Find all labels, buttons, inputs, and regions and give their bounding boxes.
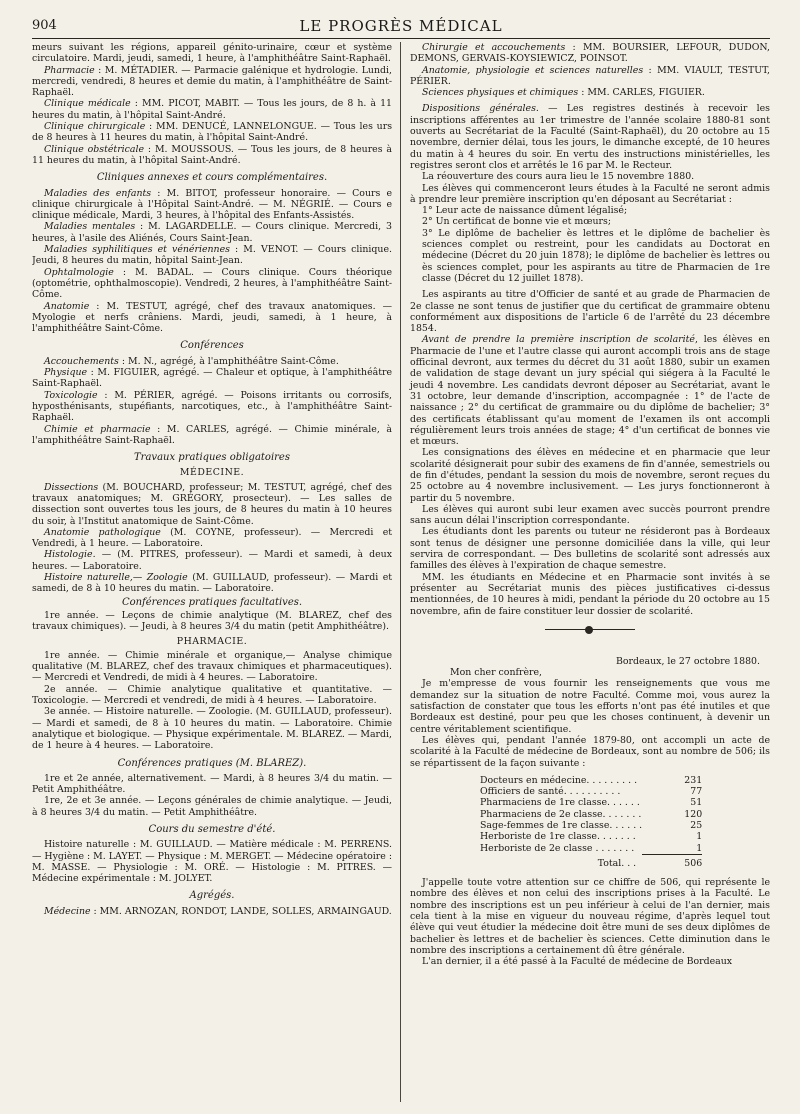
paragraph: MM. les étudiants en Médecine et en Pharmacie sont invités à se présenter au Secrétariat munis des pièces justificatives ci-dessus mentionnées, de 10 heures à midi, pendant la période du 20 octobre au 15 novembre, afin de faire constituer leur dossier de scolarité. (410, 571, 770, 617)
paragraph: Les étudiants dont les parents ou tuteur ne résideront pas à Bordeaux sont tenus de désigner une personne domiciliée dans la ville, qui leur servira de correspondant. — Des bulletins de scolarité sont adressés aux familles des élèves à l'expiration de chaque semestre. (410, 526, 770, 572)
subsection-title: MÉDECINE. (179, 467, 245, 479)
paragraph: La réouverture des cours aura lieu le 15 novembre 1880. (422, 171, 695, 183)
section-title: Conférences (180, 340, 244, 352)
course-entry: Histologie. — (M. PITRES, professeur). — Mardi et samedi, à deux heures. — Laboratoire. (32, 549, 392, 572)
paragraph: Les élèves qui commenceront leurs études à la Faculté ne seront admis à prendre leur première inscription qu'en déposant au Secrétariat : (410, 182, 770, 205)
course-entry: Maladies mentales : M. LAGARDELLE. — Cours clinique. Mercredi, 3 heures, à l'asile des Aliénés, Cours Saint-Jean. (32, 221, 392, 244)
course-entry: Histoire naturelle,— Zoologie (M. GUILLAUD, professeur). — Mardi et samedi, de 8 à 10 heures du matin. — Laboratoire. (32, 572, 393, 595)
subsection-title: PHARMACIE. (176, 635, 248, 647)
course-entry: Physique : M. FIGUIER, agrégé. — Chaleur et optique, à l'amphithéâtre Saint-Raphaël. (32, 367, 392, 390)
text-columns (32, 42, 770, 1102)
table-row (480, 786, 702, 797)
stat-value: 231 (684, 774, 703, 786)
total-value: 506 (642, 854, 702, 869)
journal-title: LE PROGRÈS MÉDICAL (299, 17, 503, 35)
course-entry: Chimie et pharmacie : M. CARLES, agrégé. — Chimie minérale, à l'amphithéâtre Saint-Raphaël. (32, 423, 392, 446)
course-entry: Ophtalmologie : M. BADAL. — Cours clinique. Cours théorique (optométrie, ophthalmoscopie). Vendredi, 2 heures, à l'amphithéâtre Saint-Côme. (32, 266, 392, 301)
student-stats-table (480, 775, 702, 869)
stat-label: Herboriste de 1re classe. . . . . . . (480, 831, 636, 843)
stat-label: Pharmaciens de 2e classe. . . . . . . (480, 808, 642, 820)
paragraph: 1re année. — Chimie minérale et organique,— Analyse chimique qualitative (M. BLAREZ, chef des travaux chimiques et pharmaceutiques). — Mercredi et Vendredi, de midi à 4 heures. — Laboratoire. (32, 649, 392, 684)
stat-value: 51 (690, 797, 703, 809)
course-entry: Clinique médicale : MM. PICOT, MABIT. — Tous les jours, de 8 h. à 11 heures du matin, à l'hôpital Saint-André. (32, 98, 392, 121)
list-item: 1° Leur acte de naissance dûment légalisé; (422, 205, 628, 217)
course-entry: Anatomie : M. TESTUT, agrégé, chef des travaux anatomiques. — Myologie et nerfs crâniens. Mardi, jeudi, samedi, à 1 heure, à l'amphithéâtre Saint-Côme. (32, 300, 392, 335)
course-entry: Sciences physiques et chimiques : MM. CARLES, FIGUIER. (422, 87, 705, 99)
section-title: Cours du semestre d'été. (148, 824, 276, 835)
section-separator (545, 629, 635, 630)
paragraph: 1re, 2e et 3e année. — Leçons générales de chimie analytique. — Jeudi, à 8 heures 3/4 du matin. — Petit Amphithéâtre. (32, 795, 392, 818)
table-row (480, 809, 702, 820)
paragraph: Les élèves qui, pendant l'année 1879-80, ont accompli un acte de scolarité à la Faculté de médecine de Bordeaux, sont au nombre de 506; ils se répartissent de la façon suivante : (410, 734, 770, 769)
paragraph: Les élèves qui auront subi leur examen avec succès pourront prendre sans aucun délai l'inscription correspondante. (410, 503, 770, 527)
stat-value: 25 (690, 820, 703, 831)
course-entry: Maladies des enfants : M. BITOT, professeur honoraire. — Cours e clinique chirurgicale à l'Hôpital Saint-André. — M. NÉGRIÉ. — Cours e clinique médicale, Mardi, 3 heures, à l'hôpital des Enfants-Assistés. (32, 187, 393, 222)
course-entry: Anatomie, physiologie et sciences naturelles : MM. VIAULT, TESTUT, PÉRIER. (410, 64, 770, 87)
table-row (480, 797, 702, 808)
total-label: Total. . . (597, 857, 637, 869)
paragraph: L'an dernier, il a été passé à la Faculté de médecine de Bordeaux (422, 956, 733, 968)
paragraph: 1re année. — Leçons de chimie analytique (M. BLAREZ, chef des travaux chimiques). — Jeudi, à 8 heures 3/4 du matin (petit Amphithéâtre). (32, 609, 392, 633)
stat-value: 1 (696, 842, 703, 854)
course-entry: Clinique obstétricale : M. MOUSSOUS. — Tous les jours, de 8 heures à 11 heures du matin, à l'hôpital Saint-André. (32, 143, 392, 166)
course-entry: Pharmacie : M. MÉTADIER. — Parmacie galénique et hydrologie. Lundi, mercredi, vendredi, 8 heures et demie du matin, à l'amphithéâtre de Saint-Raphaël. (32, 64, 392, 99)
paragraph: Je m'empresse de vous fournir les renseignements que vous me demandez sur la situation de notre Faculté. Comme moi, vous aurez la satisfaction de constater que tous les efforts n'ont pas été inutiles et que Bordeaux est destiné, pour peu que les choses continuent, à devenir un centre véritablement scientifique. (410, 678, 770, 735)
paragraph: 3e année. — Histoire naturelle. — Zoologie. (M. GUILLAUD, professeur). — Mardi et samedi, de 8 à 10 heures du matin. — Laboratoire. Chimie analytique et biologique. — Physique expérimentale. M. BLAREZ. — Mardi, de 1 heure à 4 heures. — Laboratoire. (32, 706, 392, 752)
course-entry: Accouchements : M. N., agrégé, à l'amphithéâtre Saint-Côme. (44, 355, 339, 367)
course-entry: Médecine : MM. ARNOZAN, RONDOT, LANDE, SOLLES, ARMAINGAUD. (44, 905, 392, 917)
section-title: Conférences pratiques facultatives. (121, 596, 303, 608)
list-item: 2° Un certificat de bonne vie et mœurs; (422, 216, 611, 228)
stat-label: Herboriste de 2e classe . . . . . . . (480, 842, 635, 854)
stat-label: Sage-femmes de 1re classe. . . . . . (480, 820, 643, 831)
paragraph: meurs suivant les régions, appareil génito-urinaire, cœur et système circulatoire. Mardi, jeudi, samedi, 1 heure, à l'amphithéâtre Saint-Raphaël. (32, 42, 392, 65)
letter-salutation: Mon cher confrère, (450, 667, 543, 679)
section-title: Conférences pratiques (M. BLAREZ). (117, 757, 307, 769)
course-entry: Toxicologie : M. PÉRIER, agrégé. — Poisons irritants ou corrosifs, hyposthénisants, stupéfiants, narcotiques, etc., à l'amphithéâtre Saint-Raphaël. (32, 389, 392, 424)
paragraph: J'appelle toute votre attention sur ce chiffre de 506, qui représente le nombre des élèves et non celui des inscriptions prises à la Faculté. Le nombre des inscriptions est un peu inférieur à celui de l'an dernier, mais cela tient à la mise en vigueur du nouveau régime, d'après lequel tout élève qui veut étudier la médecine doit être muni de ses deux diplômes de bachelier ès lettres et de bachelier ès sciences. Cette diminution dans le nombre des inscriptions a certainement dû être générale. (410, 877, 770, 956)
list-item: 3° Le diplôme de bachelier ès lettres et le diplôme de bachelier ès sciences complet ou restreint, pour les candidats au Doctorat en médecine (Décret du 20 juin 1878); le diplôme de bachelier ès lettres ou ès sciences complet, pour les aspirants au titre de Pharmacien de 1re classe (Décret du 12 juillet 1878). (422, 227, 770, 284)
page-header (32, 14, 770, 39)
section-title: Cliniques annexes et cours complémentaires. (96, 172, 328, 184)
letter-date: Bordeaux, le 27 octobre 1880. (615, 655, 760, 667)
stat-value: 1 (696, 831, 703, 843)
course-entry: Chirurgie et accouchements : MM. BOURSIER, LEFOUR, DUDON, DEMONS, GERVAIS-KOYSIEWICZ, POINSOT. (410, 42, 770, 65)
paragraph: 2e année. — Chimie analytique qualitative et quantitative. — Toxicologie. — Mercredi et vendredi, de midi à 4 heures. — Laboratoire. (32, 683, 392, 707)
course-entry: Maladies syphilitiques et vénériennes : M. VENOT. — Cours clinique. Jeudi, 8 heures du matin, hôpital Saint-Jean. (32, 244, 392, 267)
section-title: Travaux pratiques obligatoires (134, 452, 290, 464)
paragraph: Les consignations des élèves en médecine et en pharmacie que leur scolarité désignerait pour subir des examens de fin d'année, semestriels ou de fin d'études, pendant la session du mois de novembre, seront reçues du 25 octobre au 4 novembre inclusivement. — Les jurys fonctionneront à partir du 5 novembre. (410, 447, 770, 504)
paragraph: Les aspirants au titre d'Officier de santé et au grade de Pharmacien de 2e classe ne sont tenus de justifier que du certificat de grammaire obtenu conformément aux dispositions de l'article 6 de l'arrêté du 23 décembre 1854. (410, 289, 770, 335)
table-row (480, 831, 702, 842)
paragraph: Histoire naturelle : M. GUILLAUD. — Matière médicale : M. PERRENS. — Hygiène : M. LAYET. — Physique : M. MERGET. — Médecine opératoire : M. MASSE. — Physiologie : M. ORÉ. — Histologie : M. PITRES. — Médecine expérimentale : M. JOLYET. (32, 839, 392, 885)
course-entry: Anatomie pathologique (M. COYNE, professeur). — Mercredi et Vendredi, à 1 heure. — Laboratoire. (32, 526, 393, 550)
paragraph: Avant de prendre la première inscription de scolarité, les élèves en Pharmacie de l'une et l'autre classe qui auront accompli trois ans de stage officinal devront, aux termes du décret du 31 août 1880, subir un examen de validation de stage devant un jury spécial qui siégera à la Faculté le jeudi 4 novembre. Les candidats devront déposer au Secrétariat, avant le 31 octobre, leur demande d'inscription, accompagnée : 1° de l'acte de naissance ; 2° du certificat de grammaire ou du diplôme de bachelier; 3° des certificats établissant qu'au moment de l'examen ils ont accompli régulièrement leurs trois années de stage; 4° d'un certificat de bonnes vie et mœurs. (410, 334, 770, 448)
stats-total-row (480, 854, 702, 869)
stat-value: 77 (690, 786, 703, 798)
paragraph: Dispositions générales. — Les registres destinés à recevoir les inscriptions afférentes au 1er trimestre de l'année scolaire 1880-81 sont ouverts au Secrétariat de la Faculté (Saint-Raphaël), du 20 octobre au 15 novembre, dernier délai, tous les jours, le dimanche excepté, de 10 heures du matin à 4 heures du soir. En vertu des instructions ministérielles, les registres seront clos et arrêtés le 16 par M. le Recteur. (410, 103, 770, 171)
course-entry: Dissections (M. BOUCHARD, professeur; M. TESTUT, agrégé, chef des travaux anatomiques; M. GRÉGORY, prosecteur). — Les salles de dissection sont ouvertes tous les jours, de 8 heures du matin à 10 heures du soir, à l'Institut anatomique de Saint-Côme. (32, 481, 392, 527)
stat-label: Officiers de santé. . . . . . . . . . (480, 786, 621, 798)
course-entry: Clinique chirurgicale : MM. DENUCÉ, LANNELONGUE. — Tous les urs de 8 heures à 11 heures du matin, à l'hôpital Saint-André. (32, 121, 393, 144)
section-title: Agrégés. (189, 890, 235, 902)
table-row (480, 820, 702, 831)
left-column (32, 42, 401, 1102)
right-column (401, 42, 770, 1102)
page-number: 904 (32, 18, 57, 33)
stat-label: Pharmaciens de 1re classe. . . . . . (480, 797, 640, 809)
stat-value: 120 (684, 808, 703, 820)
paragraph: 1re et 2e année, alternativement. — Mardi, à 8 heures 3/4 du matin. — Petit Amphithéâtre. (32, 772, 392, 796)
table-row (480, 775, 702, 786)
table-row (480, 843, 702, 855)
stat-label: Docteurs en médecine. . . . . . . . . (480, 774, 638, 786)
